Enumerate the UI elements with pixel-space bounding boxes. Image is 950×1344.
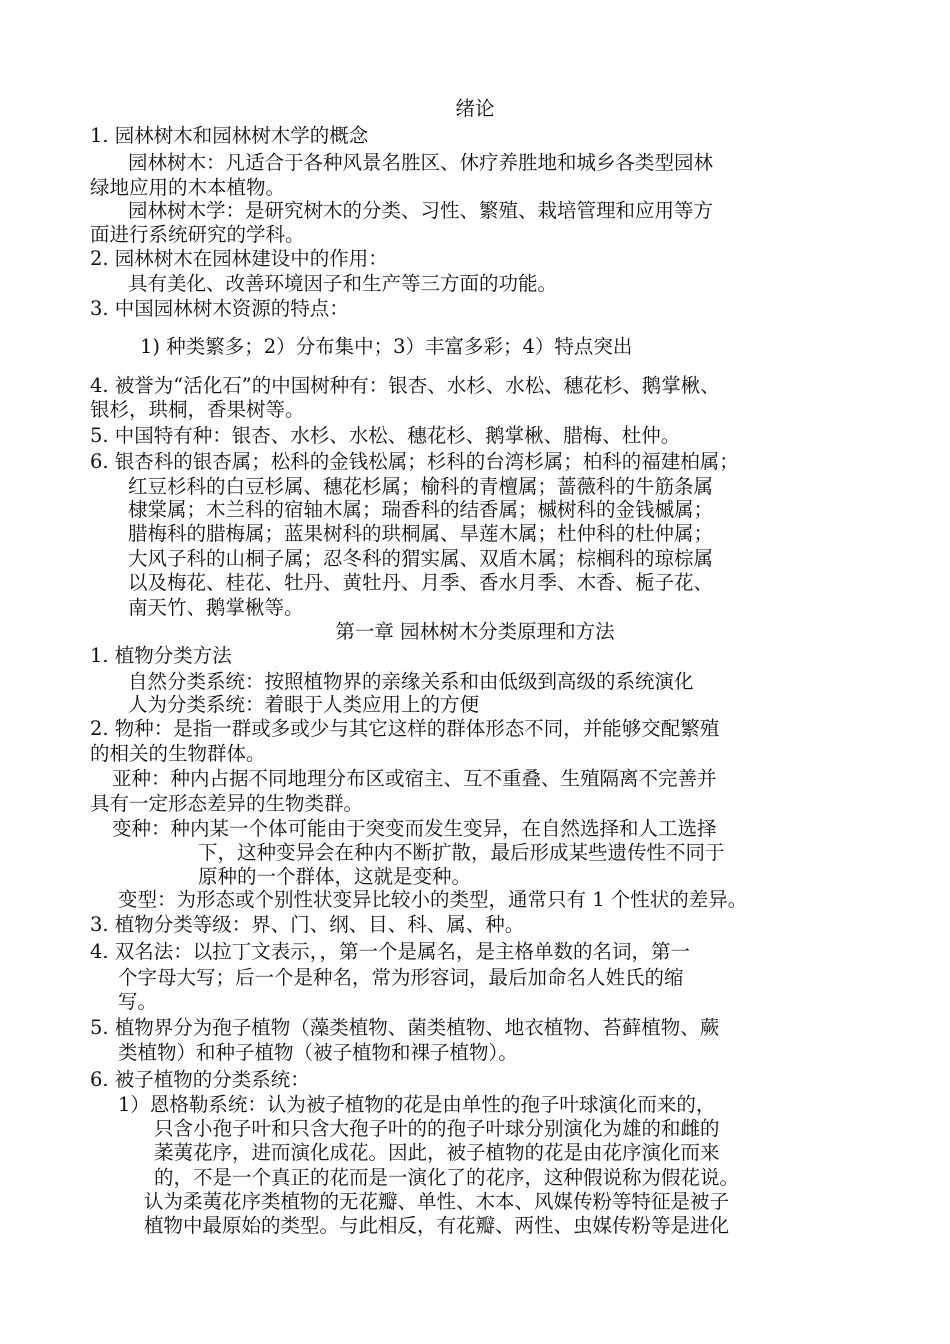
chapter-title: 第一章 园林树木分类原理和方法 bbox=[335, 620, 615, 643]
heading-6: 6. 银杏科的银杏属；松科的金钱松属；杉科的台湾杉属；柏科的福建柏属； bbox=[90, 450, 739, 473]
text-line: 棣棠属；木兰科的宿轴木属；瑞香科的结香属；槭树科的金钱槭属； bbox=[128, 498, 714, 521]
heading-5: 5. 植物界分为孢子植物（藻类植物、菌类植物、地衣植物、苔藓植物、蕨 bbox=[90, 1016, 720, 1039]
heading-1: 1. 植物分类方法 bbox=[90, 644, 232, 667]
text-line: 绿地应用的木本植物。 bbox=[90, 176, 286, 199]
text-line: 1) 种类繁多；2）分布集中；3）丰富多彩；4）特点突出 bbox=[140, 335, 633, 358]
heading-6: 6. 被子植物的分类系统： bbox=[90, 1068, 310, 1091]
text-line: 南天竹、鹅掌楸等。 bbox=[128, 596, 304, 619]
text-line: 个字母大写；后一个是种名，常为形容词，最后加命名人姓氏的缩 bbox=[118, 966, 684, 989]
heading-4: 4. 被誉为“活化石”的中国树种有：银杏、水杉、水松、穗花杉、鹅掌楸、 bbox=[90, 374, 720, 397]
text-line: 变型：为形态或个别性状变异比较小的类型，通常只有 1 个性状的差异。 bbox=[118, 888, 748, 911]
heading-1: 1. 园林树木和园林树木学的概念 bbox=[90, 124, 369, 147]
text-line: 面进行系统研究的学科。 bbox=[90, 223, 305, 246]
text-line: 的，不是一个真正的花而是一演化了的花序，这种假说称为假花说。 bbox=[154, 1166, 740, 1189]
text-line: 腊梅科的腊梅属；蓝果树科的珙桐属、旱莲木属；杜仲科的杜仲属； bbox=[128, 522, 714, 545]
text-line: 红豆杉科的白豆杉属、穗花杉属；榆科的青檀属；蔷薇科的牛筋条属 bbox=[128, 475, 714, 498]
title: 绪论 bbox=[455, 97, 495, 120]
text-line: 原种的一个群体，这就是变种。 bbox=[198, 865, 472, 888]
text-line: 1）恩格勒系统：认为被子植物的花是由单性的孢子叶球演化而来的， bbox=[118, 1093, 716, 1116]
text-line: 具有美化、改善环境因子和生产等三方面的功能。 bbox=[128, 272, 558, 295]
text-line: 认为柔荑花序类植物的无花瓣、单性、木本、风媒传粉等特征是被子 bbox=[144, 1190, 730, 1213]
text-line: 类植物）和种子植物（被子植物和裸子植物）。 bbox=[118, 1041, 518, 1064]
text-line: 植物中最原始的类型。与此相反，有花瓣、两性、虫媒传粉等是进化 bbox=[144, 1214, 730, 1237]
text-line: 园林树木：凡适合于各种风景名胜区、休疗养胜地和城乡各类型园林 bbox=[128, 151, 714, 174]
text-line: 具有一定形态差异的生物类群。 bbox=[90, 792, 364, 815]
text-line: 下，这种变异会在种内不断扩散，最后形成某些遗传性不同于 bbox=[198, 841, 725, 864]
heading-2: 2. 园林树木在园林建设中的作用： bbox=[90, 247, 388, 270]
text-line: 银杉，珙桐，香果树等。 bbox=[90, 398, 305, 421]
text-line: 的相关的生物群体。 bbox=[90, 742, 266, 765]
heading-3: 3. 植物分类等级：界、门、纲、目、科、属、种。 bbox=[90, 913, 525, 936]
text-line: 人为分类系统：着眼于人类应用上的方便 bbox=[128, 693, 480, 716]
heading-3: 3. 中国园林树木资源的特点： bbox=[90, 297, 349, 320]
text-line: 以及梅花、桂花、牡丹、黄牡丹、月季、香水月季、木香、栀子花、 bbox=[128, 571, 714, 594]
text-line: 变种：种内某一个体可能由于突变而发生变异，在自然选择和人工选择 bbox=[112, 817, 717, 840]
heading-5: 5. 中国特有种：银杏、水杉、水松、穗花杉、鹅掌楸、腊梅、杜仲。 bbox=[90, 424, 681, 447]
text-line: 园林树木学：是研究树木的分类、习性、繁殖、栽培管理和应用等方 bbox=[128, 199, 714, 222]
heading-2: 2. 物种：是指一群或多或少与其它这样的群体形态不同，并能够交配繁殖 bbox=[90, 717, 720, 740]
text-line: 亚种：种内占据不同地理分布区或宿主、互不重叠、生殖隔离不完善并 bbox=[112, 767, 717, 790]
text-line: 葇荑花序，进而演化成花。因此，被子植物的花是由花序演化而来 bbox=[154, 1141, 720, 1164]
text-line: 写。 bbox=[118, 990, 158, 1013]
text-line: 只含小孢子叶和只含大孢子叶的的孢子叶球分别演化为雄的和雌的 bbox=[154, 1117, 720, 1140]
text-line: 自然分类系统：按照植物界的亲缘关系和由低级到高级的系统演化 bbox=[128, 670, 694, 693]
text-line: 大风子科的山桐子属；忍冬科的猬实属、双盾木属；棕榈科的琼棕属 bbox=[128, 547, 714, 570]
heading-4: 4. 双名法：以拉丁文表示，，第一个是属名，是主格单数的名词，第一 bbox=[90, 940, 691, 963]
